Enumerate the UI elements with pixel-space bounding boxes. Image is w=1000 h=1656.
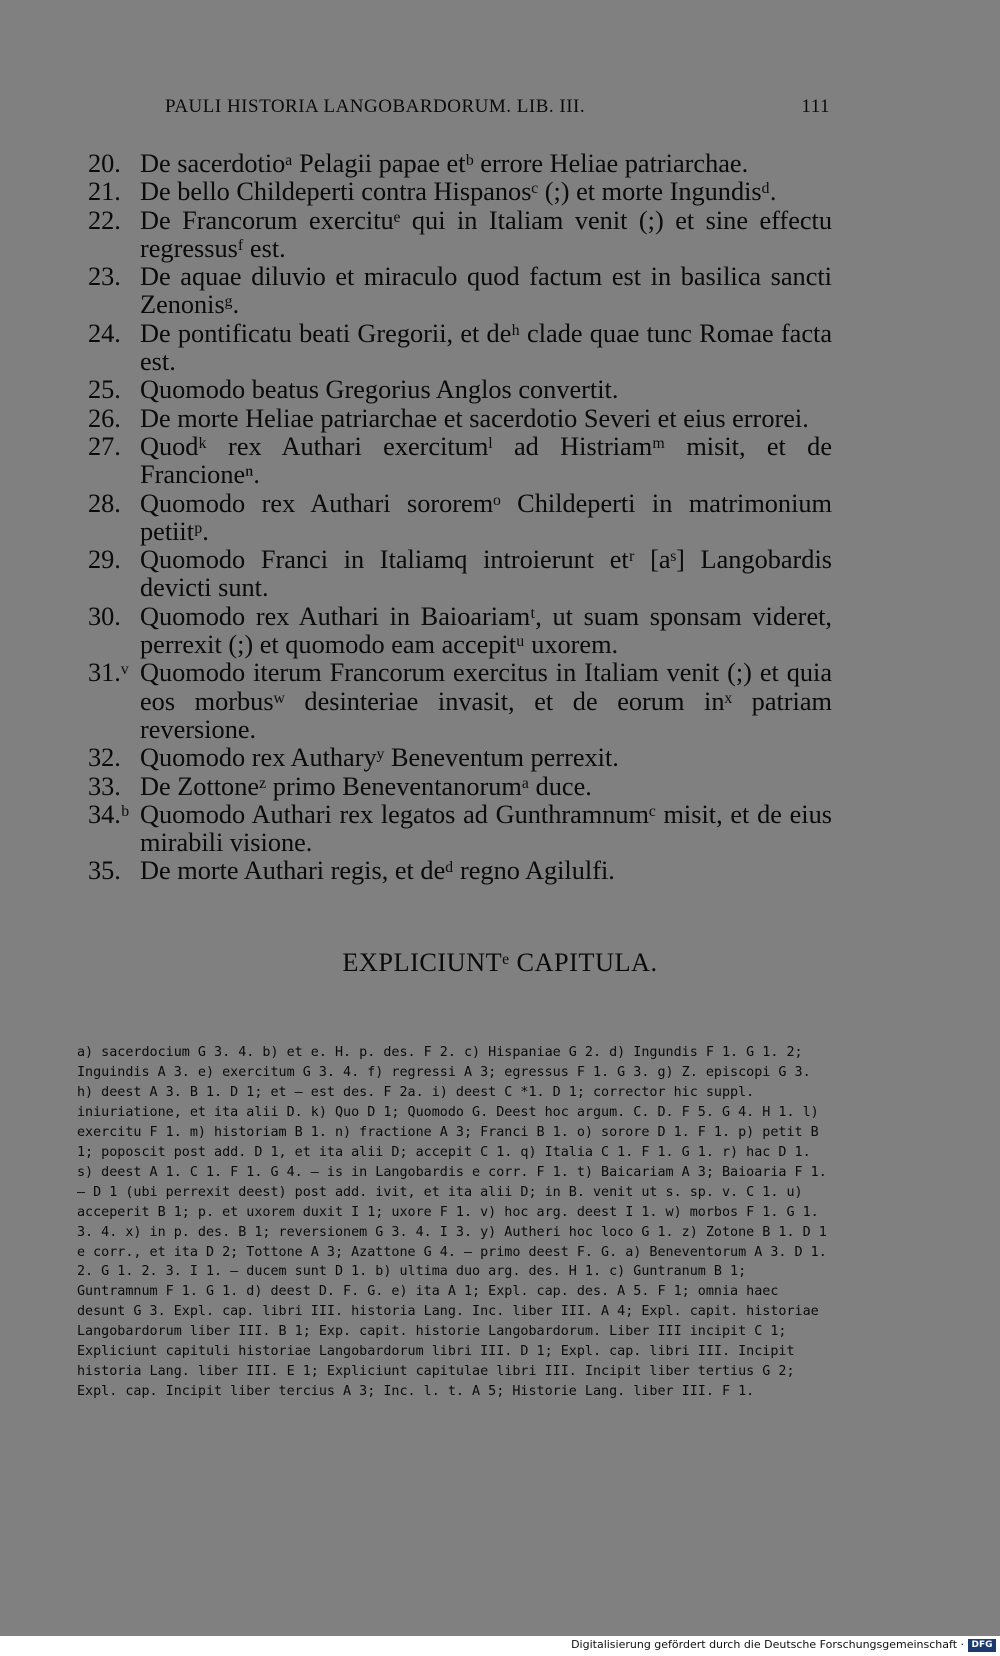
chapter-text: De Francorum exercituᵉ qui in Italiam venit (;) et sine effectu regressusᶠ est. bbox=[140, 205, 832, 263]
chapter-number: 30. bbox=[88, 601, 121, 631]
chapter-item bbox=[88, 546, 832, 603]
chapter-item bbox=[88, 857, 832, 885]
chapter-text: Quomodo rex Authari sororemᵒ Childeperti in matrimonium petiitᵖ. bbox=[140, 488, 832, 546]
chapter-text: De morte Authari regis, et deᵈ regno Agilulfi. bbox=[140, 856, 615, 886]
running-title: PAULI HISTORIA LANGOBARDORUM. LIB. III. bbox=[165, 96, 586, 117]
chapter-number: 24. bbox=[88, 318, 121, 348]
funding-credit: Digitalisierung gefördert durch die Deutsche Forschungsgemeinschaft · bbox=[571, 1638, 964, 1651]
chapter-number: 27. bbox=[88, 431, 121, 461]
chapter-item bbox=[88, 603, 832, 660]
chapter-item bbox=[88, 433, 832, 490]
dfg-logo: DFG bbox=[968, 1639, 996, 1652]
chapter-number: 33. bbox=[88, 771, 121, 801]
chapter-list bbox=[88, 150, 832, 886]
chapter-item bbox=[88, 150, 832, 178]
chapter-text: De Zottoneᶻ primo Beneventanorumᵃ duce. bbox=[140, 771, 592, 801]
digitization-footer bbox=[0, 1636, 1000, 1656]
chapter-number: 20. bbox=[88, 149, 121, 178]
chapter-text: Quomodo rex Autharyʸ Beneventum perrexit. bbox=[140, 743, 619, 773]
chapter-text: Quomodo Franci in Italiamq introierunt etʳ [aˢ] Langobardis devicti sunt. bbox=[140, 545, 832, 603]
chapter-text: Quomodo Authari rex legatos ad Gunthramnumᶜ misit, et de eius mirabili visione. bbox=[140, 799, 832, 858]
chapter-number: 21. bbox=[88, 177, 121, 207]
footnotes: a) sacerdocium G 3. 4. b) et e. H. p. des. F 2. c) Hispaniae G 2. d) Ingundis F 1. G 1. 2; Inguindis A 3. e) exercitum G 3. 4. f) regressi A 3; egressus F 1. G 3. g) Z. episcopi G 3. h) deest A 3. B 1. D 1; et — est des. F 2a. i) deest C *1. D 1; corrector hic suppl. iniuriatione, et ita alii D. k) Quo D 1; Quomodo G. Deest hoc argum. C. D. F 5. G 4. H 1. l) exercitu F 1. m) historiam B 1. n) fractione A 3; Franci B 1. o) sorore D 1. F 1. p) petit B 1; poposcit post add. D 1, et ita alii D; accepit C 1. q) Italia C 1. F 1. G 1. r) hac D 1. s) deest A 1. C 1. F 1. G 4. — is in Langobardis e corr. F 1. t) Baicariam A 3; Baioaria F 1. — D 1 (ubi perrexit deest) post add. ivit, et ita alii D; in B. venit ut s. sp. v. C 1. u) acceperit B 1; p. et uxorem duxit I 1; uxore F 1. v) hoc arg. deest I 1. w) morbos F 1. G 1. 3. 4. x) in p. des. B 1; reversionem G 3. 4. I 3. y) Autheri hoc loco G 1. z) Zotone B 1. D 1 e corr., et ita D 2; Tottone A 3; Azattone G 4. — primo deest F. G. a) Beneventorum A 3. D 1. 2. G 1. 2. 3. I 1. — ducem sunt D 1. b) ultima duo arg. des. H 1. c) Guntranum B 1; Guntramnum F 1. G 1. d) deest D. F. G. e) ita A 1; Expl. cap. des. A 5. F 1; omnia haec desunt G 3. Expl. cap. libri III. historia Lang. Inc. liber III. A 4; Expl. capit. historiae Langobardorum liber III. B 1; Exp. capit. historie Langobardorum. Liber III incipit C 1; Expliciunt capituli historiae Langobardorum libri III. D 1; Expl. cap. libri III. Incipit historia Lang. liber III. E 1; Expliciunt capitulae libri III. Incipit liber tertius G 2; Expl. cap. Incipit liber tercius A 3; Inc. l. t. A 5; Historie Lang. liber III. F 1. bbox=[77, 1045, 827, 1400]
chapter-item bbox=[88, 659, 832, 744]
chapter-number: 23. bbox=[88, 262, 121, 292]
chapter-item bbox=[88, 773, 832, 801]
chapter-item bbox=[88, 490, 832, 547]
chapter-item bbox=[88, 405, 832, 433]
chapter-item bbox=[88, 263, 832, 320]
chapter-number: 34.ᵇ bbox=[88, 799, 130, 829]
chapter-text: De sacerdotioᵃ Pelagii papae etᵇ errore Heliae patriarchae. bbox=[140, 149, 749, 178]
chapter-text: Quodᵏ rex Authari exercitumˡ ad Histriamᵐ misit, et de Francioneⁿ. bbox=[140, 431, 832, 490]
chapter-number: 25. bbox=[88, 375, 121, 405]
chapter-number: 26. bbox=[88, 403, 121, 433]
chapter-item bbox=[88, 320, 832, 377]
chapter-item bbox=[88, 376, 832, 404]
chapter-number: 28. bbox=[88, 488, 121, 518]
chapter-number: 32. bbox=[88, 743, 121, 773]
explicit-heading: EXPLICIUNTᵉ CAPITULA. bbox=[342, 948, 658, 977]
chapter-number: 29. bbox=[88, 545, 121, 575]
chapter-text: Quomodo rex Authari in Baioariamᵗ, ut suam sponsam videret, perrexit (;) et quomodo eam accepitᵘ uxorem. bbox=[140, 601, 832, 660]
page-number: 111 bbox=[801, 96, 830, 117]
chapter-item bbox=[88, 801, 832, 858]
chapter-number: 31.ᵛ bbox=[88, 658, 129, 688]
chapter-item bbox=[88, 178, 832, 206]
chapter-item bbox=[88, 207, 832, 264]
chapter-text: De morte Heliae patriarchae et sacerdotio Severi et eius errorei. bbox=[140, 403, 809, 433]
chapter-text: Quomodo beatus Gregorius Anglos convertit. bbox=[140, 375, 619, 405]
chapter-text: De pontificatu beati Gregorii, et deʰ clade quae tunc Romae facta est. bbox=[140, 318, 832, 377]
chapter-number: 35. bbox=[88, 856, 121, 886]
chapter-text: Quomodo iterum Francorum exercitus in Italiam venit (;) et quia eos morbusʷ desinteriae invasit, et de eorum inˣ patriam reversione. bbox=[140, 658, 832, 744]
chapter-text: De bello Childeperti contra Hispanosᶜ (;) et morte Ingundisᵈ. bbox=[140, 177, 777, 207]
chapter-item bbox=[88, 744, 832, 772]
chapter-text: De aquae diluvio et miraculo quod factum est in basilica sancti Zenonisᵍ. bbox=[140, 262, 832, 320]
chapter-number: 22. bbox=[88, 205, 121, 235]
